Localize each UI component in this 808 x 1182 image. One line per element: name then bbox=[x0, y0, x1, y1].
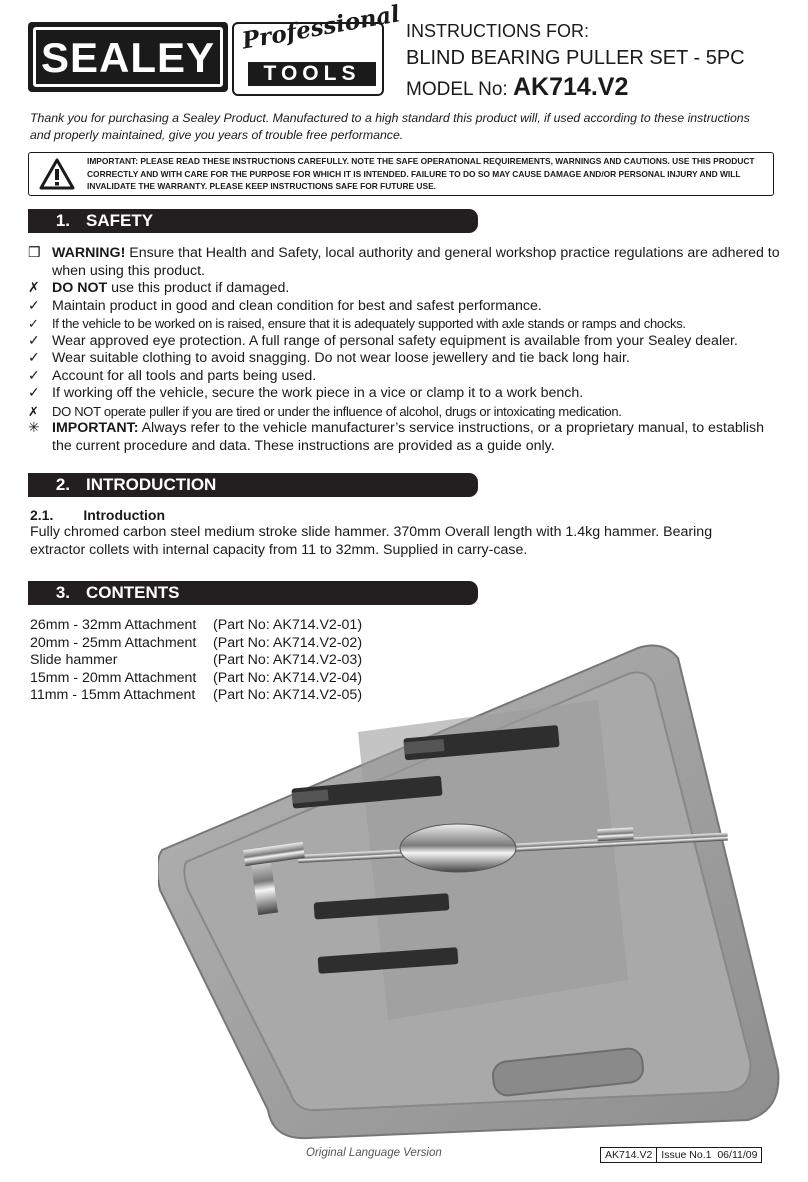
warning-label: WARNING! bbox=[52, 245, 126, 261]
model-number: AK714.V2 bbox=[513, 73, 629, 101]
footer-issue-box bbox=[600, 1147, 762, 1163]
subsection-heading bbox=[30, 507, 165, 523]
list-item bbox=[30, 670, 362, 688]
brand-name: SEALEY bbox=[33, 27, 223, 87]
section-introduction-header bbox=[28, 473, 478, 497]
list-item bbox=[28, 245, 780, 280]
carry-case bbox=[158, 646, 778, 1139]
sealey-logo bbox=[28, 22, 228, 92]
item-part-no: (Part No: AK714.V2-04) bbox=[213, 669, 363, 686]
important-text: IMPORTANT: PLEASE READ THESE INSTRUCTIONS CAREFULLY. NOTE THE SAFE OPERATIONAL REQUIREMENTS, WARNINGS AND CAUTIONS. USE THIS PRODUCT CORRECTLY AND WITH CARE FOR THE PURPOSE FOR WHICH IT IS INTENDED. FAILURE TO DO SO MAY CAUSE DAMAGE AND/OR PERSONAL INJURY AND WILL INVALIDATE THE WARRANTY. PLEASE KEEP INSTRUCTIONS SAFE FOR FUTURE USE. bbox=[87, 156, 755, 191]
check-icon: ✓ bbox=[28, 367, 40, 384]
item-name: 15mm - 20mm Attachment bbox=[30, 669, 197, 686]
check-icon: ✓ bbox=[28, 332, 40, 349]
thank-you-text: Thank you for purchasing a Sealey Product. Manufactured to a high standard this product will, if used according to these instructions and properly maintained, give you years of trouble free performance. bbox=[30, 111, 750, 142]
footer-model: AK714.V2 bbox=[605, 1149, 653, 1161]
important-notice bbox=[28, 152, 774, 196]
checkbox-icon: ❒ bbox=[28, 245, 41, 261]
contents-list bbox=[30, 617, 362, 705]
professional-tools-logo bbox=[232, 0, 402, 96]
product-photo bbox=[158, 640, 782, 1140]
item-name: 11mm - 15mm Attachment bbox=[30, 687, 196, 703]
list-item bbox=[28, 333, 780, 351]
item-name: 26mm - 32mm Attachment bbox=[30, 617, 197, 633]
list-item bbox=[28, 368, 780, 386]
item-part-no: (Part No: AK714.V2-03) bbox=[213, 652, 363, 668]
pro-script: Professional bbox=[240, 0, 402, 55]
asterisk-icon: ✳ bbox=[28, 420, 40, 436]
list-item bbox=[30, 652, 362, 670]
model-label: MODEL No: bbox=[406, 79, 508, 100]
section-title: CONTENTS bbox=[86, 583, 180, 602]
item-name: Slide hammer bbox=[30, 652, 118, 668]
item-part-no: (Part No: AK714.V2-01) bbox=[213, 617, 363, 633]
item-text: Account for all tools and parts being used. bbox=[52, 367, 317, 384]
cross-icon: ✗ bbox=[28, 403, 39, 419]
item-text: If the vehicle to be worked on is raised, ensure that it is adequately supported with axle stands or ramps and chocks. bbox=[52, 316, 686, 331]
footer-version: Original Language Version bbox=[306, 1147, 442, 1159]
instructions-for: INSTRUCTIONS FOR: bbox=[406, 21, 589, 41]
footer-issue bbox=[656, 1148, 761, 1162]
subsection-number: 2.1. bbox=[30, 507, 54, 523]
check-icon: ✓ bbox=[28, 350, 40, 366]
item-text: If working off the vehicle, secure the work piece in a vice or clamp it to a work bench. bbox=[52, 385, 584, 401]
section-safety-header bbox=[28, 209, 478, 233]
list-item bbox=[30, 687, 362, 705]
list-item bbox=[28, 350, 780, 368]
model-line bbox=[406, 73, 628, 102]
list-item bbox=[28, 315, 780, 333]
list-item bbox=[30, 635, 362, 653]
item-text: Wear suitable clothing to avoid snagging. Do not wear loose jewellery and tie back long hair. bbox=[52, 350, 630, 366]
list-item bbox=[28, 298, 780, 316]
product-name: BLIND BEARING PULLER SET - 5PC bbox=[406, 47, 745, 69]
section-number: 3. bbox=[55, 583, 70, 602]
list-item bbox=[28, 280, 780, 298]
item-text: DO NOT operate puller if you are tired or under the influence of alcohol, drugs or intoxicating medication. bbox=[52, 403, 622, 419]
item-text: Wear approved eye protection. A full range of personal safety equipment is available from your Sealey dealer. bbox=[52, 332, 738, 349]
item-name: 20mm - 25mm Attachment bbox=[30, 634, 197, 651]
item-part-no: (Part No: AK714.V2-02) bbox=[213, 634, 363, 651]
do-not-label: DO NOT bbox=[52, 280, 108, 296]
list-item bbox=[28, 385, 780, 403]
list-item bbox=[28, 403, 780, 421]
check-icon: ✓ bbox=[28, 316, 39, 331]
section-number: 2. bbox=[55, 475, 70, 494]
issue-date: 06/11/09 bbox=[717, 1149, 758, 1161]
important-label: IMPORTANT: bbox=[52, 420, 139, 436]
section-number: 1. bbox=[55, 211, 70, 230]
safety-list bbox=[28, 245, 780, 455]
subsection-title: Introduction bbox=[83, 507, 166, 523]
list-item bbox=[28, 420, 780, 455]
item-text: use this product if damaged. bbox=[107, 280, 290, 296]
section-title: INTRODUCTION bbox=[86, 475, 217, 494]
pro-tools: TOOLS bbox=[248, 62, 376, 86]
list-item bbox=[30, 617, 362, 635]
item-text: Ensure that Health and Safety, local authority and general workshop practice regulations are adhered to when using this product. bbox=[52, 245, 780, 279]
cross-icon: ✗ bbox=[28, 280, 40, 296]
introduction-text: Fully chromed carbon steel medium stroke slide hammer. 370mm Overall length with 1.4kg hammer. Bearing extractor collets with internal capacity from 11 to 32mm. Supplied in carry-case. bbox=[30, 524, 713, 558]
section-title: SAFETY bbox=[86, 211, 154, 230]
check-icon: ✓ bbox=[28, 385, 40, 401]
issue-number: Issue No.1 bbox=[661, 1149, 712, 1161]
item-text: Always refer to the vehicle manufacturer’s service instructions, or a proprietary manual, to establish the current procedure and data. These instructions are provided as a guide only. bbox=[52, 420, 765, 454]
section-contents-header bbox=[28, 581, 478, 605]
item-part-no: (Part No: AK714.V2-05) bbox=[213, 687, 363, 703]
warning-triangle-icon bbox=[39, 158, 75, 190]
check-icon: ✓ bbox=[28, 297, 40, 314]
item-text: Maintain product in good and clean condition for best and safest performance. bbox=[52, 297, 542, 314]
